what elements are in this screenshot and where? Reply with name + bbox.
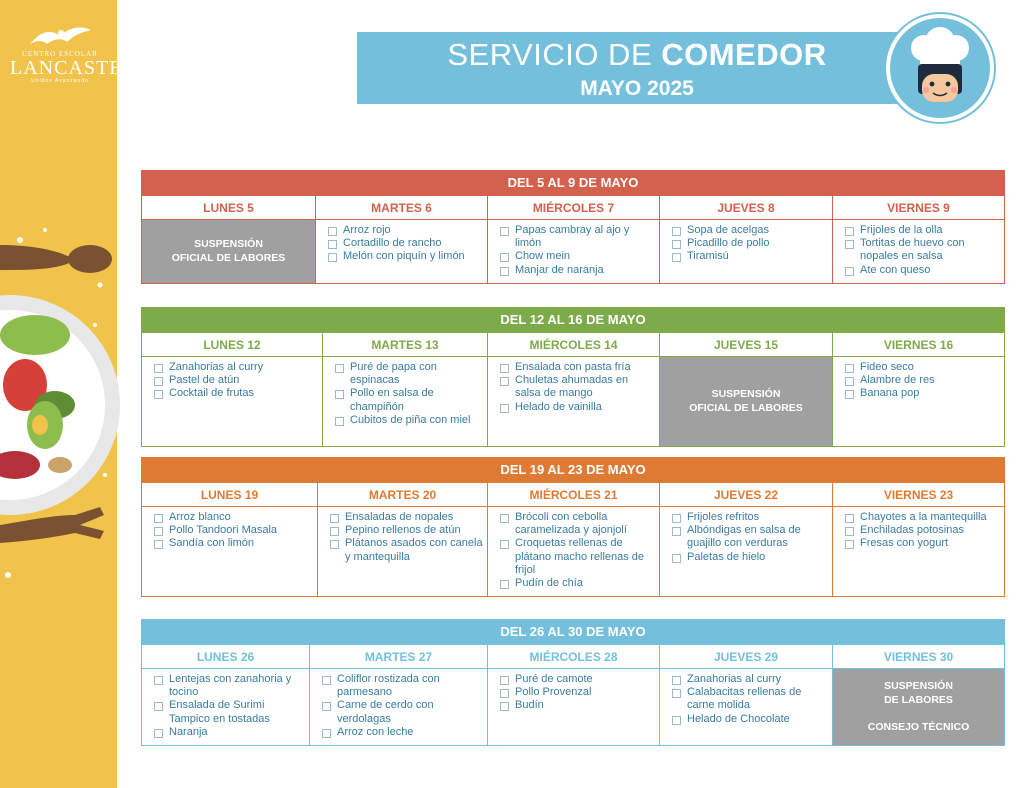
day-name: MIÉRCOLES 7 <box>488 196 659 220</box>
menu-cell <box>310 669 487 746</box>
menu-item: Arroz blanco <box>154 511 313 524</box>
menu-item: Croquetas rellenas de plátano macho rellenas de frijol <box>500 537 655 577</box>
page-title-banner <box>357 32 917 104</box>
day-column <box>659 483 832 597</box>
menu-cell <box>488 357 659 447</box>
menu-item: Plátanos asados con canela y mantequilla <box>330 537 483 563</box>
menu-item: Puré de camote <box>500 673 655 686</box>
food-plate-illustration <box>0 225 117 585</box>
week-3 <box>141 457 1005 597</box>
menu-item: Pollo en salsa de champiñón <box>335 387 483 413</box>
day-column <box>309 645 487 746</box>
day-column <box>315 196 487 284</box>
menu-item: Pepino rellenos de atún <box>330 524 483 537</box>
menu-item: Ensaladas de nopales <box>330 511 483 524</box>
week-header: DEL 5 AL 9 DE MAYO <box>141 170 1005 196</box>
spoon-icon <box>0 245 75 270</box>
closed-notice: SUSPENSIÓN OFICIAL DE LABORES <box>660 357 832 447</box>
day-column <box>832 645 1005 746</box>
day-name: VIERNES 9 <box>833 196 1004 220</box>
menu-item: Melón con piquín y limón <box>328 250 483 263</box>
menu-cell <box>660 669 832 746</box>
menu-item: Frijoles refritos <box>672 511 828 524</box>
menu-item: Brócoli con cebolla caramelizada y ajonjolí <box>500 511 655 537</box>
menu-cell <box>660 220 832 284</box>
menu-item: Ensalada de Surimi Tampico en tostadas <box>154 699 305 725</box>
menu-item: Zanahorias al curry <box>154 361 318 374</box>
day-column <box>141 645 309 746</box>
menu-item: Paletas de hielo <box>672 551 828 564</box>
menu-item: Chuletas ahumadas en salsa de mango <box>500 374 655 400</box>
day-name: LUNES 26 <box>142 645 309 669</box>
menu-item: Cocktail de frutas <box>154 387 318 400</box>
day-name: JUEVES 8 <box>660 196 832 220</box>
menu-item: Enchiladas potosinas <box>845 524 1000 537</box>
week-2 <box>141 307 1005 447</box>
day-name: JUEVES 29 <box>660 645 832 669</box>
menu-cell <box>142 507 317 597</box>
menu-cell <box>833 507 1004 597</box>
menu-item: Chow mein <box>500 250 655 263</box>
menu-item: Calabacitas rellenas de carne molida <box>672 686 828 712</box>
day-name: JUEVES 22 <box>660 483 832 507</box>
menu-cell <box>142 669 309 746</box>
menu-cell <box>833 357 1004 447</box>
menu-item: Tortitas de huevo con nopales en salsa <box>845 237 1000 263</box>
menu-item: Albóndigas en salsa de guajillo con verduras <box>672 524 828 550</box>
menu-item: Tiramisú <box>672 250 828 263</box>
day-name: LUNES 19 <box>142 483 317 507</box>
menu-cell <box>488 220 659 284</box>
menu-item: Frijoles de la olla <box>845 224 1000 237</box>
menu-item: Helado de Chocolate <box>672 713 828 726</box>
day-column <box>141 196 315 284</box>
menu-item: Banana pop <box>845 387 1000 400</box>
day-name: LUNES 12 <box>142 333 322 357</box>
menu-cell <box>488 669 659 746</box>
menu-cell <box>488 507 659 597</box>
sidebar <box>0 0 137 788</box>
day-column <box>832 196 1005 284</box>
day-name: JUEVES 15 <box>660 333 832 357</box>
day-column <box>659 333 832 447</box>
menu-item: Puré de papa con espinacas <box>335 361 483 387</box>
day-column <box>659 196 832 284</box>
chef-avatar <box>886 14 994 122</box>
menu-item: Pudín de chía <box>500 577 655 590</box>
menu-item: Helado de vainilla <box>500 401 655 414</box>
menu-cell <box>316 220 487 284</box>
day-column <box>317 483 487 597</box>
week-header: DEL 12 AL 16 DE MAYO <box>141 307 1005 333</box>
menu-item: Ensalada con pasta fría <box>500 361 655 374</box>
menu-item: Lentejas con zanahoria y tocino <box>154 673 305 699</box>
day-column <box>487 196 659 284</box>
day-name: MARTES 6 <box>316 196 487 220</box>
day-name: MIÉRCOLES 21 <box>488 483 659 507</box>
menu-cell <box>833 220 1004 284</box>
day-column <box>487 483 659 597</box>
closed-notice: SUSPENSIÓN OFICIAL DE LABORES <box>142 220 315 284</box>
menu-cell <box>142 357 322 447</box>
menu-item: Budín <box>500 699 655 712</box>
day-name: MIÉRCOLES 14 <box>488 333 659 357</box>
menu-item: Carne de cerdo con verdolagas <box>322 699 483 725</box>
school-logo: CENTRO ESCOLAR LANCASTER Unidos Avanzando <box>10 22 110 84</box>
menu-item: Alambre de res <box>845 374 1000 387</box>
day-column <box>487 645 659 746</box>
chef-icon <box>890 18 990 118</box>
day-name: LUNES 5 <box>142 196 315 220</box>
week-header: DEL 26 AL 30 DE MAYO <box>141 619 1005 645</box>
menu-item: Pollo Tandoori Masala <box>154 524 313 537</box>
menu-cell <box>323 357 487 447</box>
day-column <box>659 645 832 746</box>
day-column <box>832 333 1005 447</box>
page-title: SERVICIO DE COMEDOR <box>447 37 827 72</box>
menu-item: Coliflor rostizada con parmesano <box>322 673 483 699</box>
menu-item: Naranja <box>154 726 305 739</box>
menu-item: Picadillo de pollo <box>672 237 828 250</box>
menu-item: Arroz con leche <box>322 726 483 739</box>
menu-cell <box>660 507 832 597</box>
menu-item: Chayotes a la mantequilla <box>845 511 1000 524</box>
menu-item: Sopa de acelgas <box>672 224 828 237</box>
week-4 <box>141 619 1005 746</box>
menu-item: Cortadillo de rancho <box>328 237 483 250</box>
eagle-icon <box>25 22 95 50</box>
menu-item: Fresas con yogurt <box>845 537 1000 550</box>
day-column <box>487 333 659 447</box>
day-column <box>141 333 322 447</box>
menu-item: Arroz rojo <box>328 224 483 237</box>
menu-item: Sandía con limón <box>154 537 313 550</box>
day-name: MIÉRCOLES 28 <box>488 645 659 669</box>
menu-item: Pollo Provenzal <box>500 686 655 699</box>
page-subtitle: MAYO 2025 <box>580 77 694 100</box>
menu-item: Zanahorias al curry <box>672 673 828 686</box>
menu-item: Ate con queso <box>845 264 1000 277</box>
menu-item: Cubitos de piña con miel <box>335 414 483 427</box>
day-column <box>322 333 487 447</box>
week-header: DEL 19 AL 23 DE MAYO <box>141 457 1005 483</box>
week-1 <box>141 170 1005 284</box>
menu-item: Manjar de naranja <box>500 264 655 277</box>
closed-notice: SUSPENSIÓN DE LABORES CONSEJO TÉCNICO <box>833 669 1004 746</box>
menu-item: Papas cambray al ajo y limón <box>500 224 655 250</box>
day-name: MARTES 27 <box>310 645 487 669</box>
day-name: MARTES 13 <box>323 333 487 357</box>
menu-item: Fideo seco <box>845 361 1000 374</box>
day-column <box>141 483 317 597</box>
day-name: VIERNES 16 <box>833 333 1004 357</box>
day-column <box>832 483 1005 597</box>
menu-item: Pastel de atún <box>154 374 318 387</box>
day-name: VIERNES 30 <box>833 645 1004 669</box>
day-name: VIERNES 23 <box>833 483 1004 507</box>
day-name: MARTES 20 <box>318 483 487 507</box>
menu-cell <box>318 507 487 597</box>
